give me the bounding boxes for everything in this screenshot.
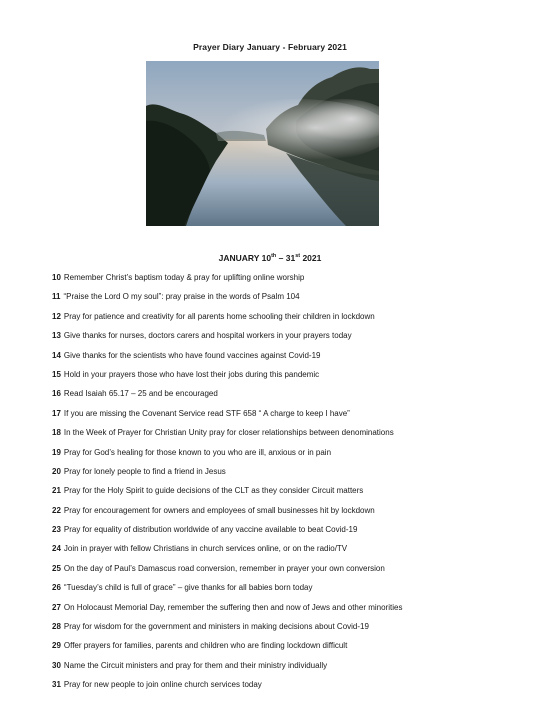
day-number: 29 [52, 641, 61, 651]
prayer-text: Pray for wisdom for the government and ministers in making decisions about Covid-19 [63, 622, 369, 632]
prayer-text: Offer prayers for families, parents and children who are finding lockdown difficult [63, 641, 348, 651]
list-item [52, 563, 522, 582]
day-number: 23 [52, 525, 61, 535]
day-number: 19 [52, 447, 61, 457]
misty-river-photo [146, 61, 379, 226]
day-number: 30 [52, 660, 61, 670]
list-item [52, 291, 522, 310]
prayer-text: Pray for new people to join online church services today [63, 680, 262, 690]
list-item [52, 350, 522, 369]
list-item [52, 427, 522, 446]
list-item [52, 524, 522, 543]
prayer-text: Give thanks for the scientists who have found vaccines against Covid-19 [63, 350, 321, 360]
list-item [52, 485, 522, 504]
prayer-text: Remember Christ’s baptism today & pray for uplifting online worship [63, 273, 305, 282]
section-heading: JANUARY 10th – 31st 2021 [218, 253, 322, 263]
day-number: 12 [52, 311, 61, 321]
prayer-text: Read Isaiah 65.17 – 25 and be encouraged [63, 389, 218, 399]
list-item [52, 388, 522, 407]
prayer-text: Pray for encouragement for owners and employees of small businesses hit by lockdown [63, 505, 375, 515]
prayer-text: If you are missing the Covenant Service read STF 658 “ A charge to keep I have” [63, 408, 350, 418]
day-number: 10 [52, 273, 61, 282]
prayer-text: Pray for God’s healing for those known to you who are ill, anxious or in pain [63, 447, 332, 457]
list-item [52, 543, 522, 562]
prayer-text: Name the Circuit ministers and pray for them and their ministry individually [63, 660, 328, 670]
list-item [52, 582, 522, 601]
list-item [52, 621, 522, 640]
list-item [52, 408, 522, 427]
day-number: 24 [52, 544, 61, 554]
prayer-text: Join in prayer with fellow Christians in church services online, or on the radio/TV [63, 544, 348, 554]
day-number: 22 [52, 505, 61, 515]
prayer-text: Hold in your prayers those who have lost their jobs during this pandemic [63, 369, 320, 379]
prayer-text: On the day of Paul’s Damascus road conversion, remember in prayer your own conversion [63, 563, 385, 573]
day-number: 21 [52, 486, 61, 496]
list-item [52, 272, 522, 291]
list-item [52, 640, 522, 659]
list-item [52, 679, 522, 698]
day-number: 20 [52, 466, 61, 476]
prayer-text: Pray for lonely people to find a friend in Jesus [63, 466, 226, 476]
list-item [52, 330, 522, 349]
list-item [52, 447, 522, 466]
prayer-text: Pray for equality of distribution worldwide of any vaccine available to beat Covid-19 [63, 525, 358, 535]
day-number: 17 [52, 408, 61, 418]
day-number: 13 [52, 331, 61, 341]
prayer-text: “Praise the Lord O my soul”: pray praise in the words of Psalm 104 [63, 292, 300, 302]
day-number: 16 [52, 389, 61, 399]
prayer-text: In the Week of Prayer for Christian Unity pray for closer relationships between denominations [63, 428, 394, 438]
list-item [52, 369, 522, 388]
prayer-text: Pray for patience and creativity for all parents home schooling their children in lockdown [63, 311, 375, 321]
list-item [52, 660, 522, 679]
prayer-text: “Tuesday’s child is full of grace” – give thanks for all babies born today [63, 583, 313, 593]
prayer-list [52, 272, 522, 699]
list-item [52, 311, 522, 330]
day-number: 28 [52, 622, 61, 632]
day-number: 11 [52, 292, 61, 302]
prayer-text: Give thanks for nurses, doctors carers and hospital workers in your prayers today [63, 331, 352, 341]
day-number: 14 [52, 350, 61, 360]
list-item [52, 466, 522, 485]
day-number: 18 [52, 428, 61, 438]
prayer-text: Pray for the Holy Spirit to guide decisions of the CLT as they consider Circuit matters [63, 486, 364, 496]
list-item [52, 505, 522, 524]
day-number: 15 [52, 369, 61, 379]
document-title: Prayer Diary January - February 2021 [193, 42, 347, 52]
list-item [52, 602, 522, 621]
day-number: 26 [52, 583, 61, 593]
day-number: 27 [52, 602, 61, 612]
day-number: 25 [52, 563, 61, 573]
prayer-text: On Holocaust Memorial Day, remember the suffering then and now of Jews and other minorities [63, 602, 403, 612]
day-number: 31 [52, 680, 61, 690]
